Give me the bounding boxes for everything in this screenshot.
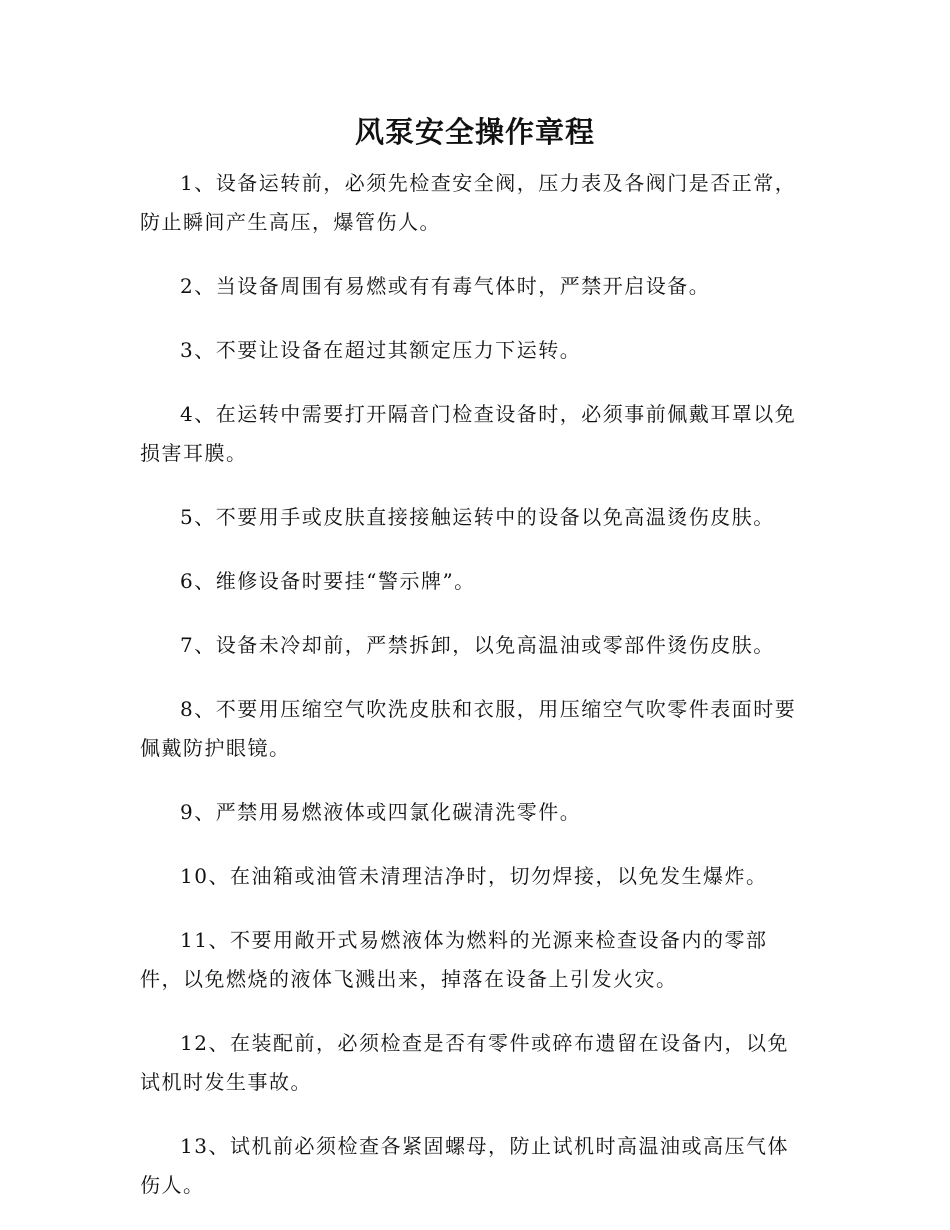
safety-clause-list (140, 164, 810, 1205)
safety-clause-7: 7、设备未冷却前，严禁拆卸，以免高温油或零部件烫伤皮肤。 (180, 633, 775, 657)
safety-clause-1: 1、设备运转前，必须先检查安全阀，压力表及各阀门是否正常，防止瞬间产生高压，爆管伤人。 (140, 171, 797, 234)
safety-clause-13: 13、试机前必须检查各紧固螺母，防止试机时高温油或高压气体伤人。 (140, 1134, 789, 1197)
safety-clause-9: 9、严禁用易燃液体或四氯化碳清洗零件。 (180, 800, 582, 824)
safety-clause-8: 8、不要用压缩空气吹洗皮肤和衣服，用压缩空气吹零件表面时要佩戴防护眼镜。 (140, 697, 797, 760)
safety-clause-3: 3、不要让设备在超过其额定压力下运转。 (180, 338, 582, 362)
safety-clause-4: 4、在运转中需要打开隔音门检查设备时，必须事前佩戴耳罩以免损害耳膜。 (140, 402, 797, 465)
safety-clause-10: 10、在油箱或油管未清理洁净时，切勿焊接，以免发生爆炸。 (180, 864, 768, 888)
safety-clause-11: 11、不要用敞开式易燃液体为燃料的光源来检查设备内的零部件，以免燃烧的液体飞溅出来，掉落在设备上引发火灾。 (140, 928, 768, 991)
document-title: 风泵安全操作章程 (354, 115, 595, 149)
safety-clause-5: 5、不要用手或皮肤直接接触运转中的设备以免高温烫伤皮肤。 (180, 505, 775, 529)
safety-clause-12: 12、在装配前，必须检查是否有零件或碎布遗留在设备内，以免试机时发生事故。 (140, 1031, 789, 1094)
safety-clause-2: 2、当设备周围有易燃或有有毒气体时，严禁开启设备。 (180, 274, 711, 298)
safety-clause-6: 6、维修设备时要挂“警示牌”。 (180, 569, 476, 593)
